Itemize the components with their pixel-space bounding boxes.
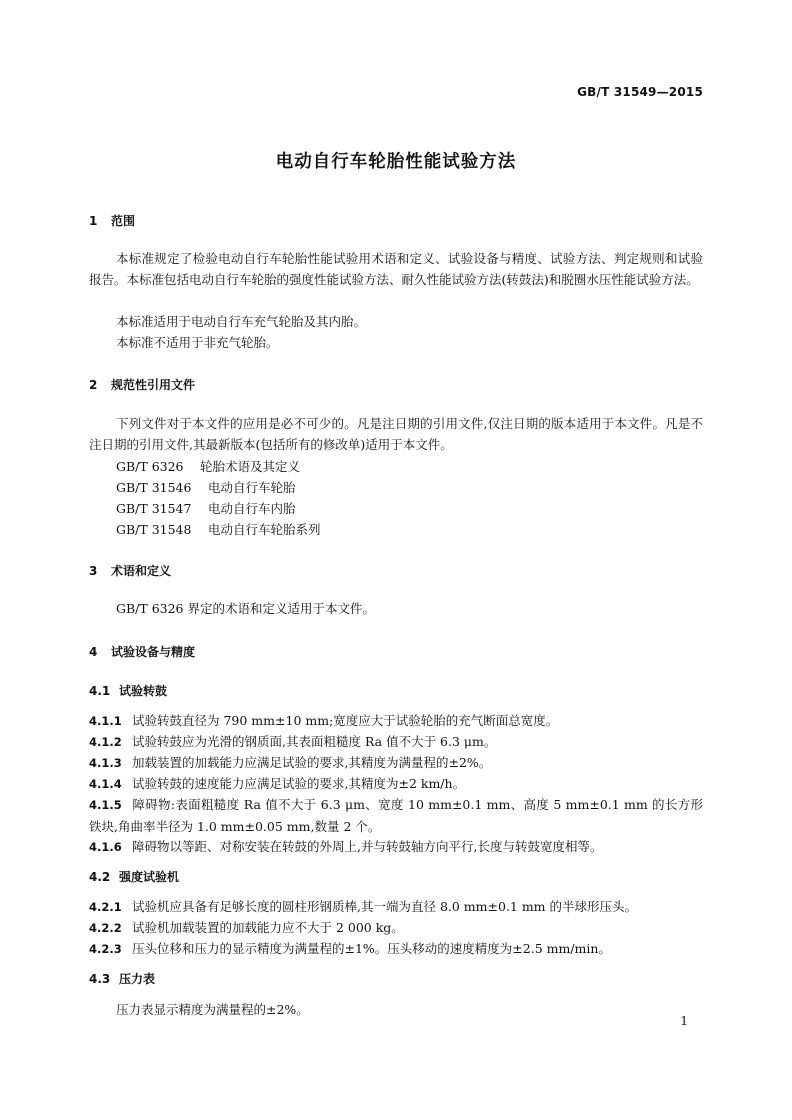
section-4-heading [89, 643, 195, 660]
scope-paragraph: 本标准规定了检验电动自行车轮胎性能试验用术语和定义、试验设备与精度、试验方法、判定规则和试验报告。本标准包括电动自行车轮胎的强度性能试验方法、耐久性能试验方法(转鼓法)和脱圈水压性能试验方法。 [89, 251, 703, 287]
subsection-number: 4.2 [89, 870, 111, 884]
scope-exclusion: 本标准不适用于非充气轮胎。 [116, 335, 279, 350]
clause-item [89, 752, 703, 774]
clause-text: 试验转鼓的速度能力应满足试验的要求,其精度为±2 km/h。 [132, 776, 466, 791]
clause-item [89, 896, 703, 918]
section-1-heading [89, 212, 135, 229]
clause-number: 4.2.2 [89, 921, 122, 935]
clause-item [89, 710, 703, 732]
subsection-4-3-heading [89, 970, 155, 987]
subsection-title: 压力表 [119, 972, 156, 986]
clause-item [89, 794, 703, 837]
subsection-number: 4.1 [89, 684, 111, 698]
clause-item [89, 917, 703, 939]
page-number: 1 [680, 1014, 688, 1028]
clause-text: 试验转鼓应为光滑的钢质面,其表面粗糙度 Ra 值不大于 6.3 μm。 [132, 734, 497, 749]
section-title: 试验设备与精度 [111, 645, 196, 659]
clause-text: 障碍物以等距、对称安装在转鼓的外周上,并与转鼓轴方向平行,长度与转鼓宽度相等。 [132, 839, 603, 854]
clause-number: 4.2.3 [89, 942, 122, 956]
reference-title: 轮胎术语及其定义 [200, 459, 301, 474]
clause-number: 4.1.1 [89, 714, 122, 728]
clause-item [89, 731, 703, 753]
scope-applicability: 本标准适用于电动自行车充气轮胎及其内胎。 [116, 314, 367, 329]
terms-paragraph: GB/T 6326 界定的术语和定义适用于本文件。 [116, 601, 375, 616]
document-title: 电动自行车轮胎性能试验方法 [275, 152, 517, 172]
clause-number: 4.1.4 [89, 777, 122, 791]
clause-number: 4.1.5 [89, 798, 122, 812]
clause-number: 4.1.3 [89, 756, 122, 770]
standard-code: GB/T 31549—2015 [577, 85, 703, 99]
reference-title: 电动自行车轮胎系列 [208, 522, 321, 537]
section-title: 术语和定义 [111, 564, 172, 578]
reference-item [116, 520, 321, 538]
clause-item [89, 836, 703, 858]
reference-code: GB/T 31547 [116, 501, 192, 516]
section-number: 2 [89, 378, 98, 392]
clause-item [89, 938, 703, 960]
clause-text: 障碍物:表面粗糙度 Ra 值不大于 6.3 μm、宽度 10 mm±0.1 mm、高度 5 mm±0.1 mm 的长方形铁块,角曲率半径为 1.0 mm±0.05 mm,数量 2 个。 [89, 797, 703, 834]
clause-item [89, 773, 703, 795]
reference-code: GB/T 31548 [116, 522, 192, 537]
section-number: 4 [89, 645, 98, 659]
reference-item [116, 499, 296, 517]
reference-title: 电动自行车轮胎 [208, 480, 296, 495]
subsection-title: 强度试验机 [119, 870, 180, 884]
clause-text: 试验机应具备有足够长度的圆柱形钢质棒,其一端为直径 8.0 mm±0.1 mm 的半球形压头。 [132, 899, 638, 914]
clause-text: 试验转鼓直径为 790 mm±10 mm;宽度应大于试验轮胎的充气断面总宽度。 [132, 713, 559, 728]
section-title: 范围 [111, 214, 136, 228]
reference-item [116, 478, 296, 496]
pressure-gauge-paragraph: 压力表显示精度为满量程的±2%。 [116, 1002, 309, 1017]
reference-code: GB/T 6326 [116, 459, 184, 474]
clause-text: 压头位移和压力的显示精度为满量程的±1%。压头移动的速度精度为±2.5 mm/min。 [132, 941, 611, 956]
subsection-4-1-heading [89, 682, 167, 699]
reference-item [116, 457, 300, 475]
section-number: 1 [89, 214, 98, 228]
normative-references-paragraph: 下列文件对于本文件的应用是必不可少的。凡是注日期的引用文件,仅注日期的版本适用于本文件。凡是不注日期的引用文件,其最新版本(包括所有的修改单)适用于本文件。 [89, 416, 703, 452]
section-2-heading [89, 376, 195, 393]
clause-number: 4.2.1 [89, 900, 122, 914]
section-number: 3 [89, 564, 98, 578]
reference-code: GB/T 31546 [116, 480, 192, 495]
clause-text: 加载装置的加载能力应满足试验的要求,其精度为满量程的±2%。 [132, 755, 492, 770]
reference-title: 电动自行车内胎 [208, 501, 296, 516]
subsection-title: 试验转鼓 [119, 684, 168, 698]
clause-number: 4.1.6 [89, 840, 122, 854]
clause-text: 试验机加载装置的加载能力应不大于 2 000 kg。 [132, 920, 404, 935]
clause-number: 4.1.2 [89, 735, 122, 749]
subsection-number: 4.3 [89, 972, 111, 986]
subsection-4-2-heading [89, 868, 179, 885]
section-3-heading [89, 562, 171, 579]
section-title: 规范性引用文件 [111, 378, 196, 392]
